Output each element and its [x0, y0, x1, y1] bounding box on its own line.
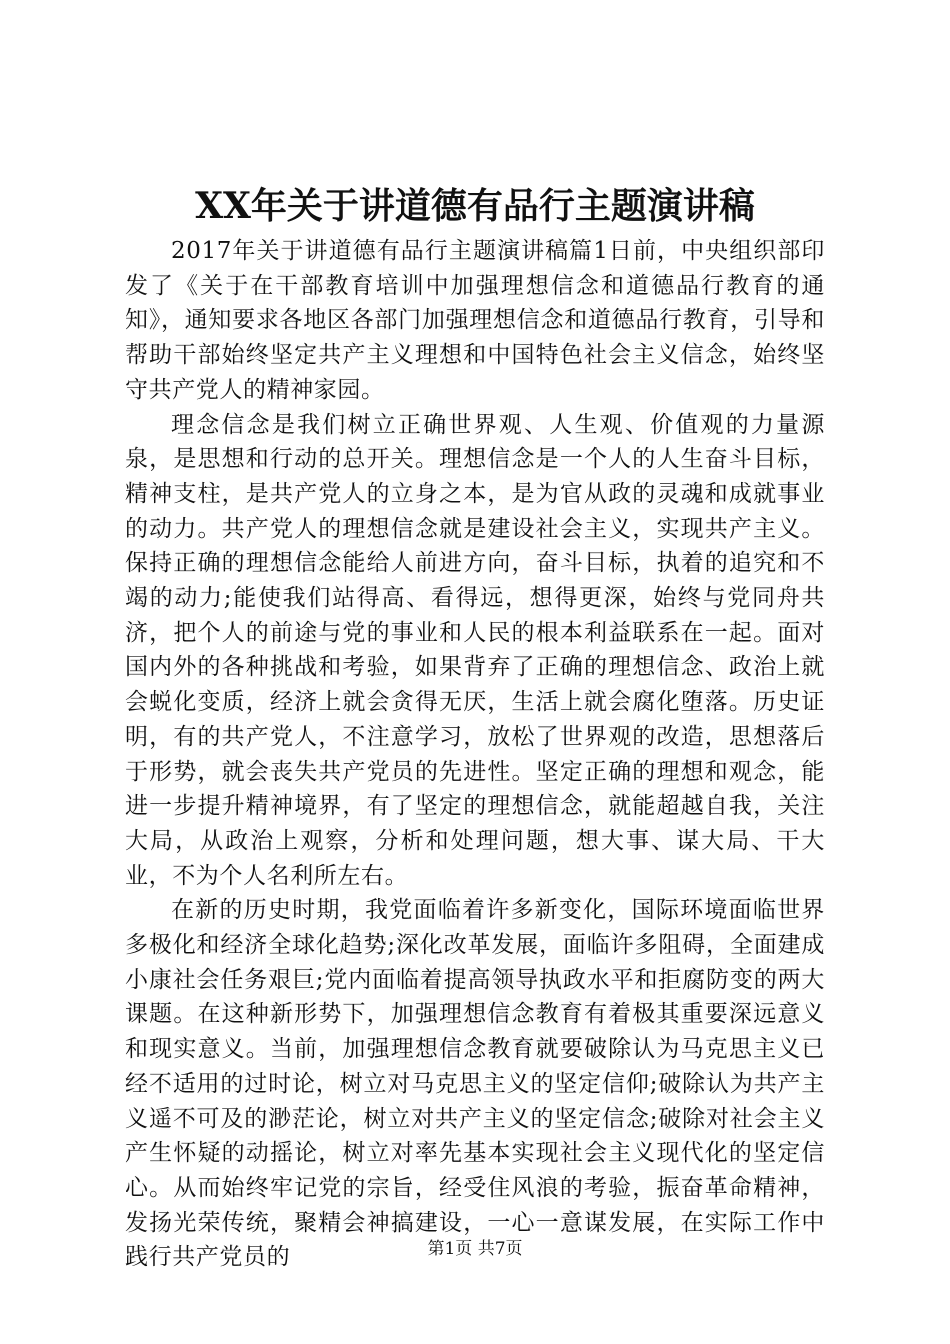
document-body: [125, 234, 825, 1275]
paragraph-3: 在新的历史时期，我党面临着许多新变化，国际环境面临世界多极化和经济全球化趋势;深化改革发展，面临许多阻碍，全面建成小康社会任务艰巨;党内面临着提高领导执政水平和拒腐防变的两大课题。在这种新形势下，加强理想信念教育有着极其重要深远意义和现实意义。当前，加强理想信念教育就要破除认为马克思主义已经不适用的过时论，树立对马克思主义的坚定信仰;破除认为共产主义遥不可及的渺茫论，树立对共产主义的坚定信念;破除对社会主义产生怀疑的动摇论，树立对率先基本实现社会主义现代化的坚定信心。从而始终牢记党的宗旨，经受住风浪的考验，振奋革命精神，发扬光荣传统，聚精会神搞建设，一心一意谋发展，在实际工作中践行共产党员的: [125, 897, 825, 1271]
paragraph-2: 理念信念是我们树立正确世界观、人生观、价值观的力量源泉，是思想和行动的总开关。理想信念是一个人的人生奋斗目标，精神支柱，是共产党人的立身之本，是为官从政的灵魂和成就事业的动力。共产党人的理想信念就是建设社会主义，实现共产主义。保持正确的理想信念能给人前进方向，奋斗目标，执着的追究和不竭的动力;能使我们站得高、看得远，想得更深，始终与党同舟共济，把个人的前途与党的事业和人民的根本利益联系在一起。面对国内外的各种挑战和考验，如果背弃了正确的理想信念、政治上就会蜕化变质，经济上就会贪得无厌，生活上就会腐化堕落。历史证明，有的共产党人，不注意学习，放松了世界观的改造，思想落后于形势，就会丧失共产党员的先进性。坚定正确的理想和观念，能进一步提升精神境界，有了坚定的理想信念，就能超越自我，关注大局，从政治上观察，分析和处理问题，想大事、谋大局、干大业，不为个人名利所左右。: [125, 411, 825, 889]
document-title: XX年关于讲道德有品行主题演讲稿: [195, 185, 755, 227]
page-number-footer: 第1页 共7页: [427, 1239, 523, 1259]
paragraph-1: 2017年关于讲道德有品行主题演讲稿篇1日前，中央组织部印发了《关于在干部教育培训中加强理想信念和道德品行教育的通知》，通知要求各地区各部门加强理想信念和道德品行教育，引导和帮助干部始终坚定共产主义理想和中国特色社会主义信念，始终坚守共产党人的精神家园。: [125, 238, 825, 403]
